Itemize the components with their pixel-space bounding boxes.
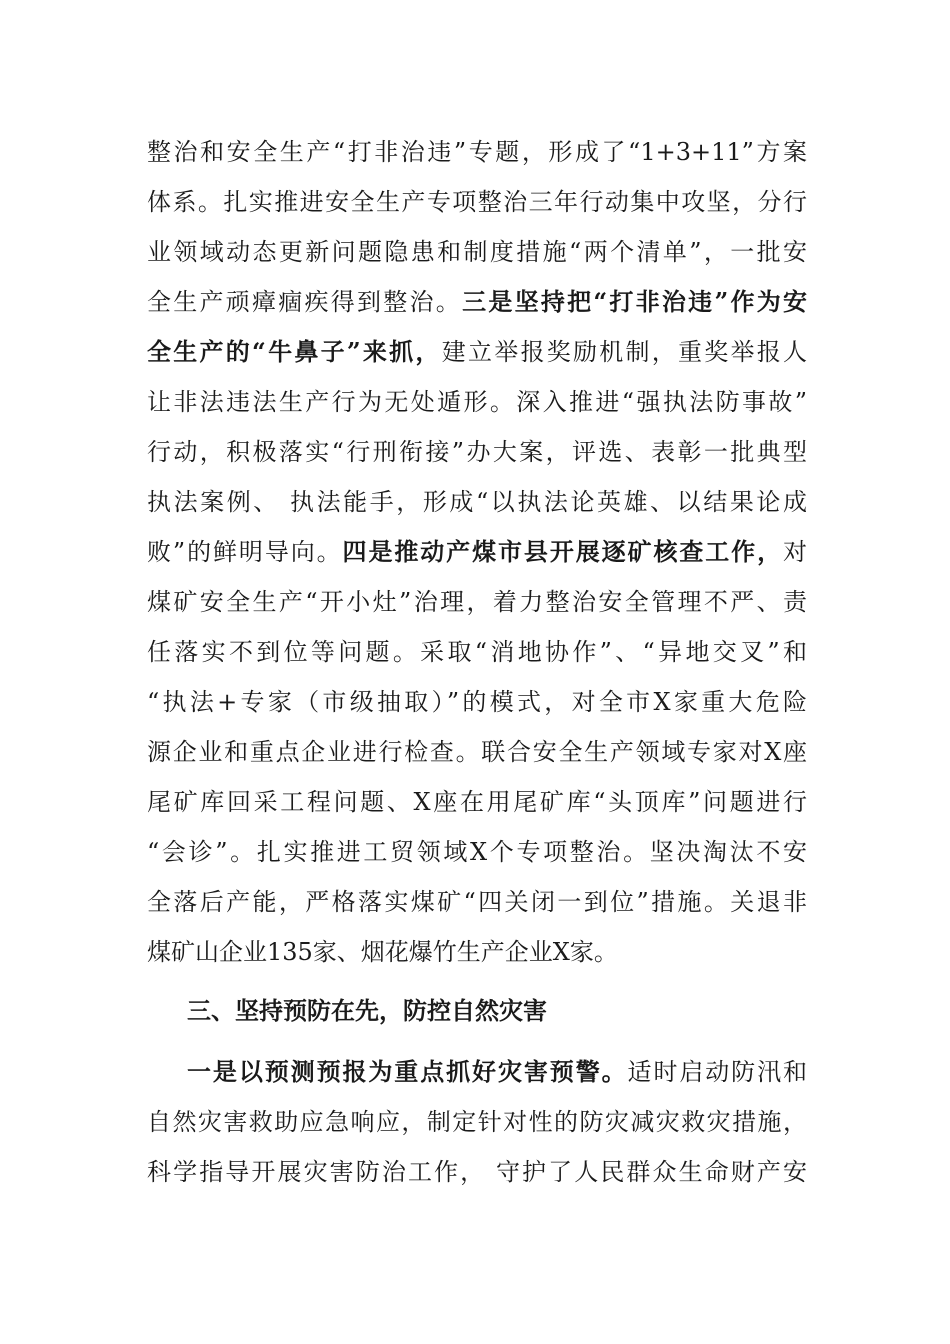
bold-text-run: 全生产的“牛鼻子”来抓， [147, 337, 442, 366]
paragraph-1-line-6: 让非法违法生产行为无处遁形。深入推进“强执法防事故” [147, 388, 807, 416]
paragraph-1-line-5 [147, 336, 807, 368]
text-run: 败”的鲜明导向。 [147, 538, 343, 566]
bold-text-run: 三是坚持把“打非治违”作为安 [462, 287, 808, 316]
paragraph-1-line-16: 全落后产能，严格落实煤矿“四关闭一到位”措施。关退非 [147, 888, 807, 916]
paragraph-1-line-14: 尾矿库回采工程问题、X座在用尾矿库“头顶库”问题进行 [147, 788, 807, 816]
text-run: 对 [783, 538, 807, 566]
paragraph-1-line-7: 行动，积极落实“行刑衔接”办大案，评选、表彰一批典型 [147, 438, 807, 466]
bold-text-run: 一是以预测预报为重点抓好灾害预警。 [187, 1057, 628, 1086]
paragraph-1-line-17: 煤矿山企业135家、烟花爆竹生产企业X家。 [147, 938, 618, 966]
paragraph-2-line-2: 自然灾害救助应急响应，制定针对性的防灾减灾救灾措施， [147, 1108, 807, 1136]
paragraph-1-line-9 [147, 536, 807, 568]
paragraph-1-line-10: 煤矿安全生产“开小灶”治理，着力整治安全管理不严、责 [147, 588, 807, 616]
paragraph-1-line-12: “执法+专家（市级抽取）”的模式，对全市X家重大危险 [147, 688, 807, 716]
paragraph-1-line-13: 源企业和重点企业进行检查。联合安全生产领域专家对X座 [147, 738, 807, 766]
paragraph-2-line-3: 科学指导开展灾害防治工作， 守护了人民群众生命财产安 [147, 1158, 807, 1186]
text-run: 建立举报奖励机制，重奖举报人 [441, 338, 808, 366]
paragraph-1-line-8: 执法案例、 执法能手，形成“以执法论英雄、以结果论成 [147, 488, 807, 516]
paragraph-1-line-11: 任落实不到位等问题。采取“消地协作”、“异地交叉”和 [147, 638, 807, 666]
paragraph-1-line-15: “会诊”。扎实推进工贸领域X个专项整治。坚决淘汰不安 [147, 838, 807, 866]
paragraph-1-line-3: 业领域动态更新问题隐患和制度措施“两个清单”，一批安 [147, 238, 807, 266]
paragraph-1-line-4 [147, 286, 807, 318]
paragraph-1-line-1: 整治和安全生产“打非治违”专题，形成了“1+3+11”方案 [147, 138, 807, 166]
bold-text-run: 四是推动产煤市县开展逐矿核查工作， [342, 537, 783, 566]
text-run: 适时启动防汛和 [627, 1058, 808, 1086]
section-heading: 三、坚持预防在先，防控自然灾害 [187, 996, 547, 1025]
paragraph-2-line-1 [187, 1056, 807, 1088]
text-run: 全生产顽瘴痼疾得到整治。 [147, 288, 463, 316]
paragraph-1-line-2: 体系。扎实推进安全生产专项整治三年行动集中攻坚，分行 [147, 188, 807, 216]
